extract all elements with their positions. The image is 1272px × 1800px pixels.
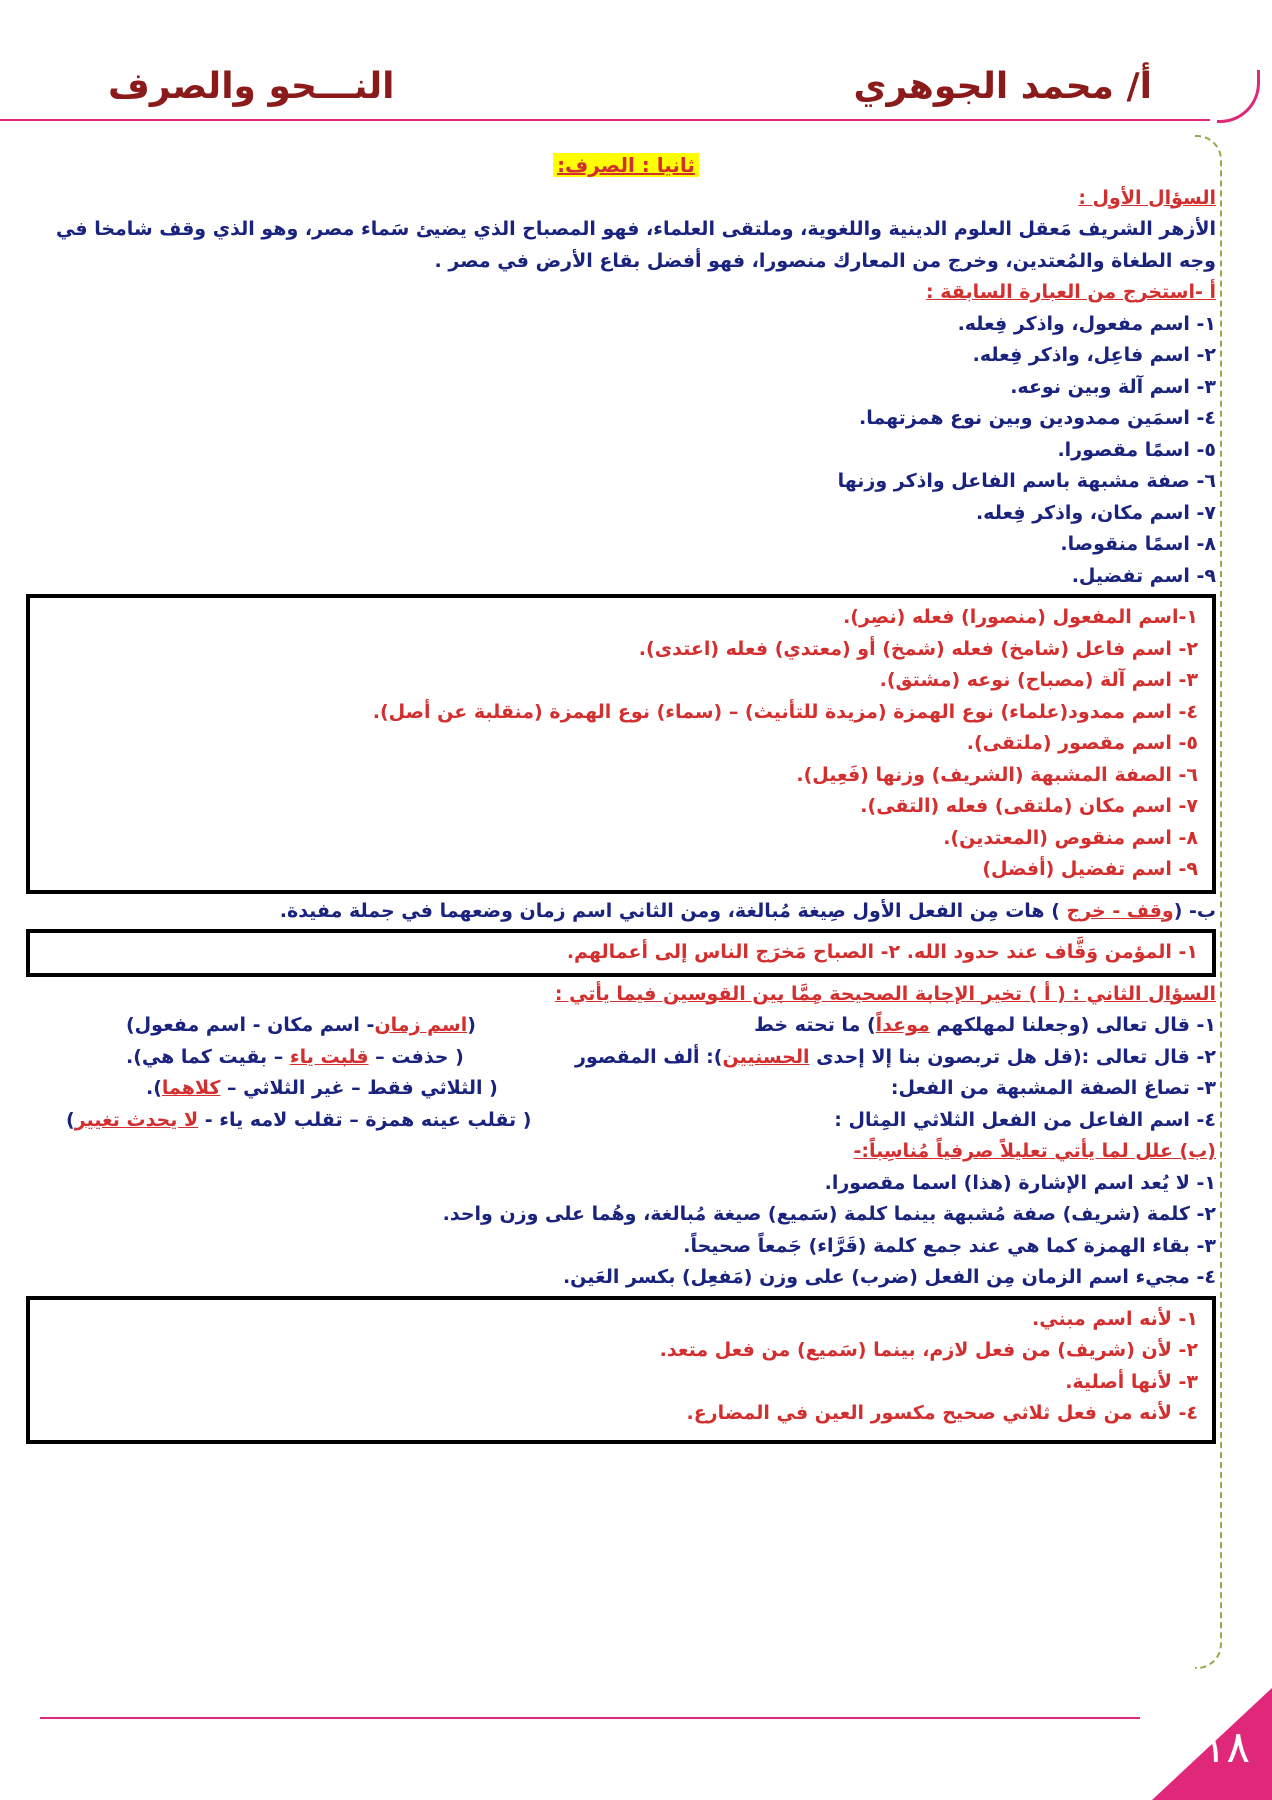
q1-part-b: ب- (وقف - خرج ) هات مِن الفعل الأول صِيغة مُبالغة، ومن الثاني اسم زمان وضعهما في جملة مفيدة. — [279, 899, 1216, 922]
list-item: ٣- اسم آلة وبين نوعه. — [1010, 375, 1216, 398]
page-number: ١٨ — [1202, 1722, 1250, 1773]
q1-title: السؤال الأول : — [1078, 186, 1216, 209]
list-item: ١- لا يُعد اسم الإشارة (هذا) اسما مقصورا. — [824, 1171, 1216, 1194]
answer-item: ٦- الصفة المشبهة (الشريف) وزنها (فَعِيل). — [796, 763, 1198, 786]
mcq-question: ١- قال تعالى (وجعلنا لمهلكهم موعداً) ما تحته خط — [754, 1014, 1216, 1036]
mcq-row — [36, 1010, 1216, 1042]
list-item: ٥- اسمًا مقصورا. — [1057, 438, 1216, 461]
q1-items-list — [36, 309, 1216, 593]
answer-item: ١- المؤمن وَقَّاف عند حدود الله. ٢- الصباح مَخرَج الناس إلى أعمالهم. — [566, 941, 1198, 963]
mcq-options: ( الثلاثي فقط – غير الثلاثي – كلاهما). — [146, 1077, 498, 1099]
mcq-row — [36, 1073, 1216, 1105]
q2-answers-box — [26, 1296, 1216, 1444]
mcq-row — [36, 1105, 1216, 1137]
answer-item: ٥- اسم مقصور (ملتقى). — [966, 732, 1198, 754]
header-divider — [0, 119, 1210, 121]
q2-part-b-title: (ب) علل لما يأتي تعليلاً صرفياً مُناسِباً:- — [853, 1140, 1216, 1162]
list-item: ٦- صفة مشبهة باسم الفاعل واذكر وزنها — [837, 470, 1216, 492]
q1-passage-line-2: وجه الطغاة والمُعتدين، وخرج من المعارك منصورا، فهو أفضل بقاع الأرض في مصر . — [434, 249, 1216, 272]
q1-answers-box — [26, 594, 1216, 894]
list-item: ٣- بقاء الهمزة كما هي عند جمع كلمة (قَرَّاء) جَمعاً صحيحاً. — [683, 1234, 1216, 1257]
list-item: ٧- اسم مكان، واذكر فِعله. — [975, 501, 1216, 524]
part-b-words: وقف - خرج — [1066, 899, 1174, 922]
author-name: أ/ محمد الجوهري — [853, 66, 1152, 107]
subject-title: النـــحو والصرف — [108, 66, 395, 107]
mcq-row — [36, 1042, 1216, 1074]
list-item: ٤- اسمَين ممدودين وبين نوع همزتهما. — [859, 407, 1216, 429]
q2-mcq-list — [36, 1010, 1216, 1136]
answer-item: ٤- اسم ممدود(علماء) نوع الهمزة (مزيدة للتأنيث) – (سماء) نوع الهمزة (منقلبة عن أصل). — [372, 700, 1198, 723]
answer-item: ١-اسم المفعول (منصورا) فعله (نصِر). — [843, 606, 1198, 628]
mcq-options: ( حذفت – قلبت ياء – بقيت كما هي). — [126, 1045, 464, 1068]
list-item: ٨- اسمًا منقوصا. — [1060, 533, 1216, 555]
q1-part-b-answer-box — [26, 929, 1216, 977]
page-content — [36, 150, 1216, 1446]
footer-divider — [40, 1717, 1140, 1719]
answer-item: ١- لأنه اسم مبني. — [1032, 1307, 1198, 1330]
answer-item: ٣- اسم آلة (مصباح) نوعه (مشتق). — [879, 669, 1198, 691]
list-item: ٢- اسم فاعِل، واذكر فِعله. — [972, 344, 1216, 366]
list-item: ٩- اسم تفضيل. — [1071, 564, 1216, 587]
section-title: ثانيا : الصرف: — [36, 150, 1216, 183]
mcq-question: ٤- اسم الفاعل من الفعل الثلاثي المِثال : — [834, 1108, 1216, 1131]
answer-item: ٩- اسم تفضيل (أفضل) — [982, 858, 1198, 880]
answer-item: ٤- لأنه من فعل ثلاثي صحيح مكسور العين في المضارع. — [686, 1402, 1198, 1424]
answer-item: ٢- اسم فاعل (شامخ) فعله (شمخ) أو (معتدي) فعله (اعتدى). — [638, 637, 1198, 660]
list-item: ٢- كلمة (شريف) صفة مُشبهة بينما كلمة (سَميع) صيغة مُبالغة، وهُما على وزن واحد. — [442, 1203, 1216, 1225]
q2-items-list — [36, 1168, 1216, 1294]
mcq-options: (اسم زمان- اسم مكان - اسم مفعول) — [126, 1014, 476, 1036]
answer-item: ٢- لأن (شريف) من فعل لازم، بينما (سَميع) من فعل متعد. — [659, 1339, 1198, 1361]
q1-part-a-title: أ -استخرج من العبارة السابقة : — [926, 281, 1216, 303]
mcq-question: ٢- قال تعالى :(قل هل تربصون بنا إلا إحدى الحسنيين): ألف المقصور — [575, 1045, 1216, 1068]
answer-item: ٣- لأنها أصلية. — [1065, 1370, 1198, 1393]
mcq-options: ( تقلب عينه همزة – تقلب لامه ياء - لا يحدث تغيير) — [66, 1108, 532, 1131]
list-item: ٤- مجيء اسم الزمان مِن الفعل (ضرب) على وزن (مَفعِل) بكسر العَين. — [562, 1266, 1216, 1288]
q2-title: السؤال الثاني : ( أ ) تخير الإجابة الصحيحة مِمَّا بين القوسين فيما يأتي : — [554, 982, 1216, 1005]
list-item: ١- اسم مفعول، واذكر فِعله. — [957, 312, 1216, 335]
answer-item: ٧- اسم مكان (ملتقى) فعله (التقى). — [860, 795, 1198, 817]
answer-item: ٨- اسم منقوص (المعتدين). — [943, 826, 1198, 849]
mcq-question: ٣- تصاغ الصفة المشبهة من الفعل: — [890, 1077, 1216, 1099]
header-corner-curve — [1217, 70, 1260, 123]
q1-passage-line-1: الأزهر الشريف مَعقل العلوم الدينية واللغوية، وملتقى العلماء، فهو المصباح الذي يضيئ سَماء مصر، وهو الذي وقف شامخا في — [55, 218, 1216, 240]
